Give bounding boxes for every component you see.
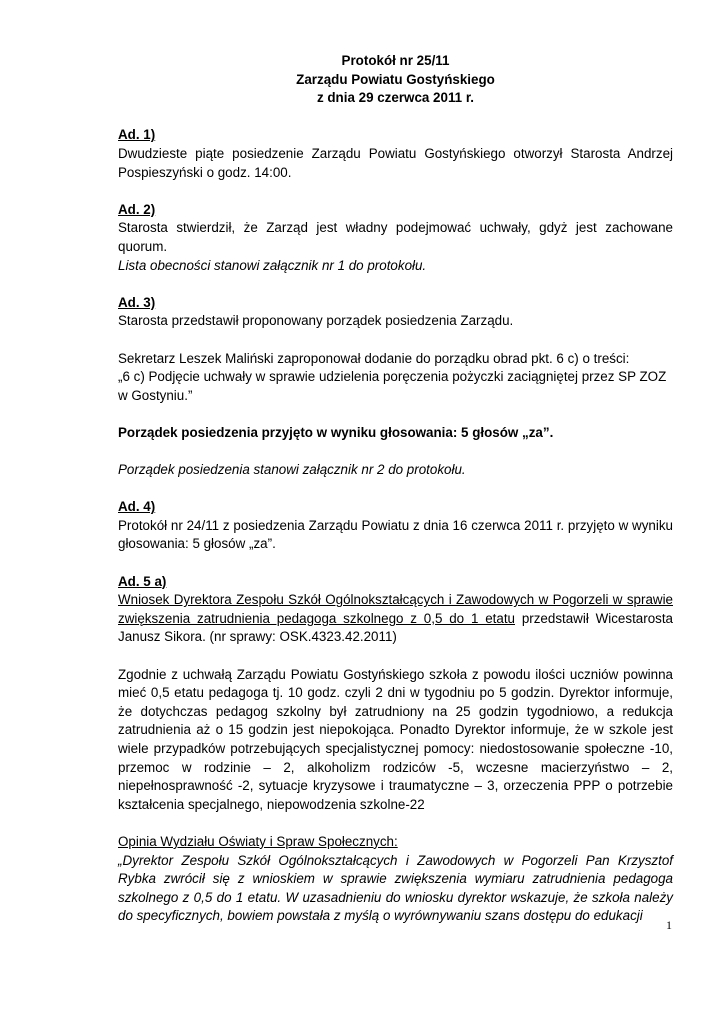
ad3-text-2: Sekretarz Leszek Maliński zaproponował dodanie do porządku obrad pkt. 6 c) o treści: <box>118 350 630 366</box>
ad2-text: Starosta stwierdził, że Zarząd jest władny podejmować uchwały, gdyż jest zachowane quorum. <box>118 220 673 254</box>
document-page <box>118 52 673 926</box>
ad3-vote: Porządek posiedzenia przyjęto w wyniku głosowania: 5 głosów „za”. <box>118 424 554 440</box>
ad2-note: Lista obecności stanowi załącznik nr 1 do protokołu. <box>118 257 427 273</box>
ad5a-paragraph: Zgodnie z uchwałą Zarządu Powiatu Gostyńskiego szkoła z powodu ilości uczniów powinna mieć 0,5 etatu pedagoga tj. 10 godz. czyli 2 dni w tygodniu po 5 godzin. Dyrektor informuje, że dotychczas pedagog szkolny był zatrudniony na 25 godzin tygodniowo, a redukcja zatrudnienia aż o 15 godzin jest niepokojąca. Ponadto Dyrektor informuje, że w szkole jest wiele przypadków potrzebujących specjalistycznej pomocy: niedostosowanie społeczne -10, przemoc w rodzinie – 2, alkoholizm rodziców -5, wczesne macierzyństwo – 2, niepełnosprawność -2, sytuacje kryzysowe i traumatyczne – 3, orzeczenia PPP o potrzebie kształcenia specjalnego, niepowodzenia szkolne-22 <box>118 666 673 812</box>
ad3-text-3: „6 c) Podjęcie uchwały w sprawie udzielenia poręczenia pożyczki zaciągniętej przez SP ZOZ w Gostyniu.” <box>118 369 667 403</box>
ad4-heading: Ad. 4) <box>118 499 156 515</box>
opinion-text: „Dyrektor Zespołu Szkół Ogólnokształcących i Zawodowych w Pogorzeli Pan Krzysztof Rybka zwrócił się z wnioskiem w sprawie zwiększenia wymiaru zatrudnienia pedagoga szkolnego z 0,5 do 1 etatu. W uzasadnieniu do wniosku dyrektor wskazuje, że szkoła należy do specyficznych, bowiem powstała z myślą o wyrównywaniu szans dostępu do edukacji <box>118 852 673 924</box>
ad5a-heading: Ad. 5 a) <box>118 573 167 589</box>
ad4-text: Protokół nr 24/11 z posiedzenia Zarządu Powiatu z dnia 16 czerwca 2011 r. przyjęto w wyniku głosowania: 5 głosów „za”. <box>118 517 673 552</box>
ad1-text: Dwudzieste piąte posiedzenie Zarządu Powiatu Gostyńskiego otworzył Starosta Andrzej Pospieszyński o godz. 14:00. <box>118 145 673 180</box>
ad3-text-1: Starosta przedstawił proponowany porządek posiedzenia Zarządu. <box>118 313 514 329</box>
ad5a-request-title: Wniosek Dyrektora Zespołu Szkół Ogólnokształcących i Zawodowych w Pogorzeli w sprawie zwiększenia zatrudnienia pedagoga szkolnego z 0,5 do 1 etatu <box>118 592 673 626</box>
ad3-heading: Ad. 3) <box>118 294 156 310</box>
opinion-heading: Opinia Wydziału Oświaty i Spraw Społecznych: <box>118 833 398 849</box>
ad5a-request <box>118 591 673 647</box>
ad3-note: Porządek posiedzenia stanowi załącznik nr 2 do protokołu. <box>118 462 466 478</box>
title-line-3: z dnia 29 czerwca 2011 r. <box>316 90 475 106</box>
title-line-2: Zarządu Powiatu Gostyńskiego <box>296 71 495 87</box>
title-line-1: Protokół nr 25/11 <box>341 53 450 68</box>
ad2-heading: Ad. 2) <box>118 201 156 217</box>
ad5a-request-rest: przedstawił Wicestarosta Janusz Sikora. (nr sprawy: OSK.4323.42.2011) <box>118 610 674 645</box>
ad1-heading: Ad. 1) <box>118 127 156 143</box>
page-number: 1 <box>666 918 672 932</box>
